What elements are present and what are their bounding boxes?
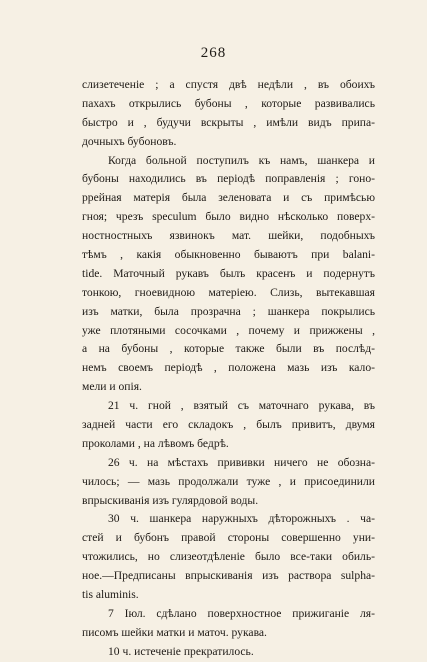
text-line: быстро и , будучи вскрыты , имѣли видъ припа- bbox=[82, 115, 375, 129]
text-line: а на бубоны , которые также были въ послѣд- bbox=[82, 342, 375, 356]
text-line: 21 ч. гной , взятый съ маточнаго рукава, въ bbox=[108, 399, 375, 413]
text-line: проколами , на лѣвомъ бедрѣ. bbox=[82, 436, 229, 450]
text-line: бубоны находились въ періодѣ поправленія ; гоно- bbox=[82, 172, 375, 186]
text-line: задней части его складокъ , былъ привитъ, двумя bbox=[82, 418, 375, 432]
text-line: tide. Маточный рукавъ былъ красенъ и подернутъ bbox=[82, 266, 375, 280]
text-line: 7 Іюл. сдѣлано поверхностное прижиганіе ля- bbox=[108, 606, 375, 620]
body-text bbox=[82, 76, 375, 662]
text-line: уже плотяными сосочками , почему и прижжены , bbox=[82, 323, 375, 337]
text-line: гноя; чрезъ speculum было видно нѣсколько поверх- bbox=[82, 210, 375, 224]
text-line: 10 ч. истеченіе прекратилось. bbox=[108, 644, 254, 658]
text-line: ное.—Предписаны впрыскиванія изъ раствора sulpha- bbox=[82, 569, 375, 583]
text-line: впрыскиванія изъ гулярдовой воды. bbox=[82, 493, 259, 507]
text-line: немъ своемъ періодѣ , положена мазь изъ кало- bbox=[82, 361, 375, 375]
text-line: чтожились, но слизеотдѣленіе было все-таки обиль- bbox=[82, 550, 375, 564]
text-line: ностностныхъ язвинокъ мат. шейки, подобныхъ bbox=[82, 229, 375, 243]
text-line: ррейная матерія была зеленовата и съ примѣсью bbox=[82, 191, 375, 205]
text-line: изъ матки, была прозрачна ; шанкера покрылись bbox=[82, 304, 375, 318]
text-line: тѣмъ , какія обыкновенно бываютъ при balani- bbox=[82, 248, 375, 262]
text-line: чилось; — мазь продолжали туже , и присоединили bbox=[82, 474, 375, 488]
text-line: Когда больной поступилъ къ намъ, шанкера и bbox=[108, 153, 375, 167]
text-line: 30 ч. шанкера наружныхъ дѣторожныхъ . ча- bbox=[108, 512, 375, 526]
text-line: мели и опія. bbox=[82, 380, 142, 394]
text-line: 26 ч. на мѣстахъ прививки ничего не обозна- bbox=[108, 455, 375, 469]
text-line: дочныхъ бубоновъ. bbox=[82, 134, 177, 148]
page-number: 268 bbox=[200, 45, 227, 61]
text-line: слизетеченіе ; а спустя двѣ недѣли , въ обоихъ bbox=[82, 78, 375, 91]
text-line: пахахъ открылись бубоны , которые развивались bbox=[82, 96, 375, 110]
text-line: тонкою, гноевидною матеріею. Слизь, вытекавшая bbox=[82, 285, 375, 299]
text-line: tis aluminis. bbox=[82, 588, 139, 602]
text-line: стей и бубонъ правой стороны совершенно уни- bbox=[82, 531, 375, 545]
text-line: писомъ шейки матки и маточ. рукава. bbox=[82, 625, 267, 639]
